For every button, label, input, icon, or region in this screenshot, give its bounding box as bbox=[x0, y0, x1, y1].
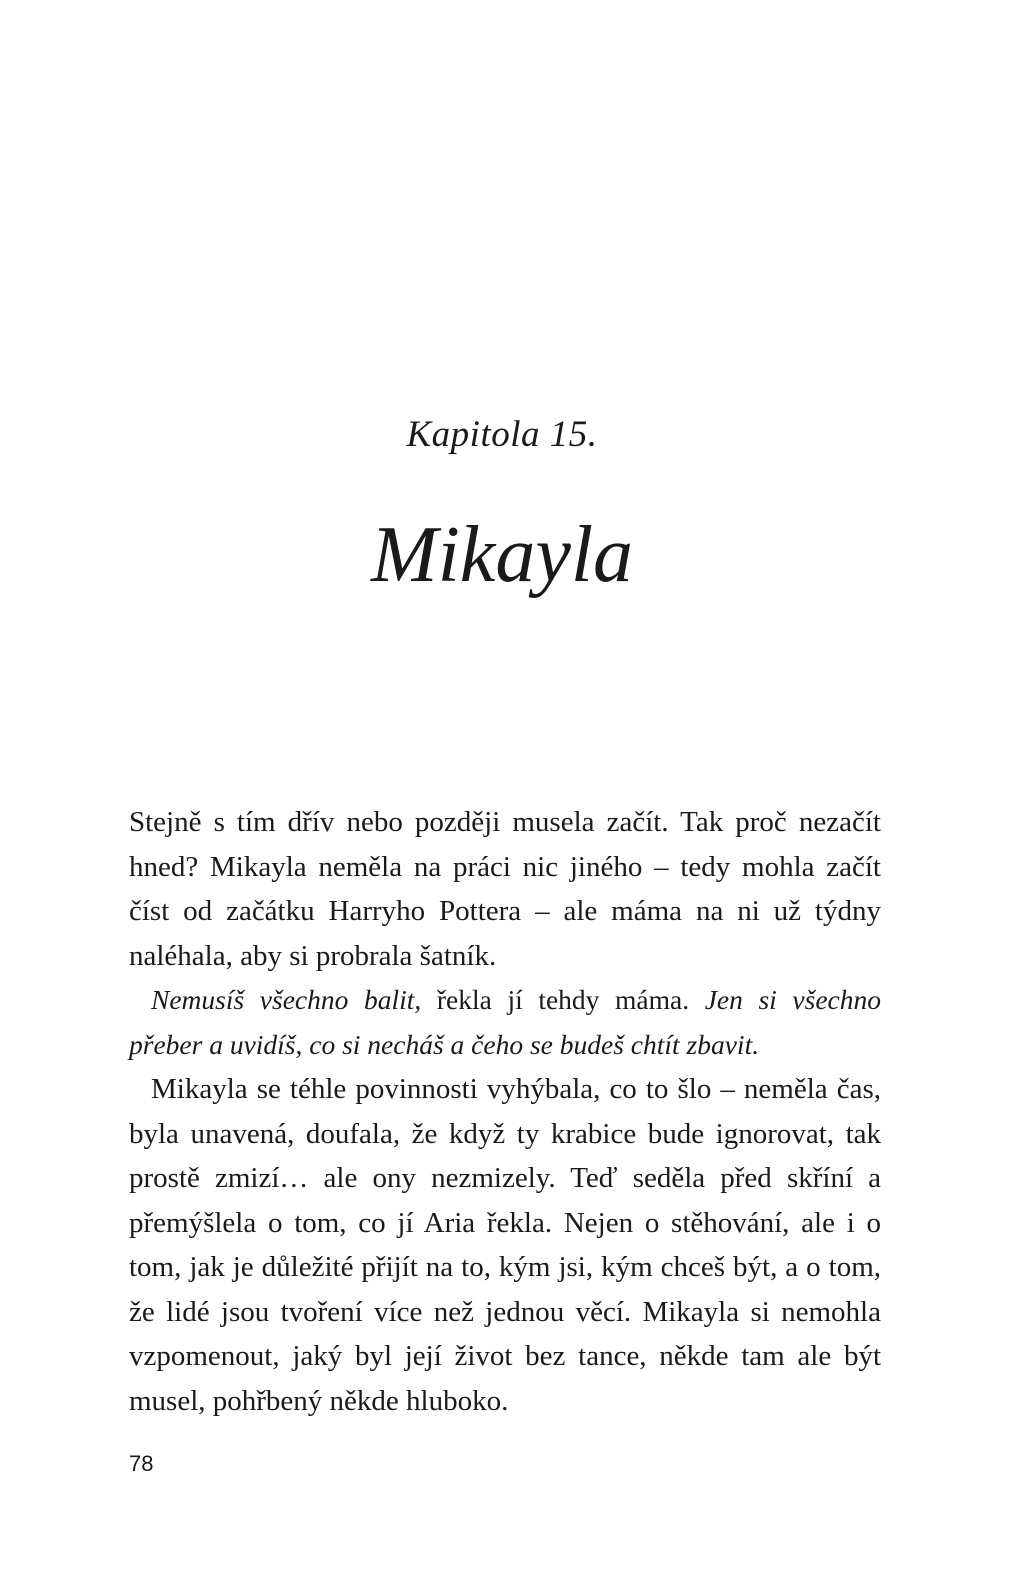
dialogue-tag: řekla jí tehdy máma. bbox=[421, 984, 705, 1015]
chapter-body bbox=[129, 800, 881, 1423]
paragraph-1: Stejně s tím dřív nebo později musela začít. Tak proč nezačít hned? Mikayla neměla na práci nic jiného – tedy mohla začít číst od začátku Harryho Pottera – ale máma na ni už týdny naléhala, aby si probrala šatník. bbox=[129, 806, 881, 972]
thought-quote-2: Jen si všechno přeber a uvidíš, co si necháš a čeho se budeš chtít zbavit. bbox=[129, 984, 882, 1060]
thought-quote-1: Nemusíš všechno balit, bbox=[151, 984, 422, 1015]
page-number: 78 bbox=[129, 1451, 154, 1476]
chapter-number: Kapitola 15. bbox=[406, 414, 598, 455]
paragraph-2 bbox=[129, 978, 881, 1067]
paragraph-3: Mikayla se téhle povinnosti vyhýbala, co to šlo – neměla čas, byla unavená, doufala, že když ty krabice bude ignorovat, tak prostě zmizí… ale ony nezmizely. Teď seděla před skříní a přemýšlela o tom, co jí Aria řekla. Nejen o stěhování, ale i o tom, jak je důležité přijít na to, kým jsi, kým chceš být, a o tom, že lidé jsou tvoření více než jednou věcí. Mikayla si nemohla vzpomenout, jaký byl její život bez tance, někde tam ale být musel, pohřbený někde hluboko. bbox=[129, 1073, 881, 1417]
chapter-title: Mikayla bbox=[370, 511, 634, 599]
